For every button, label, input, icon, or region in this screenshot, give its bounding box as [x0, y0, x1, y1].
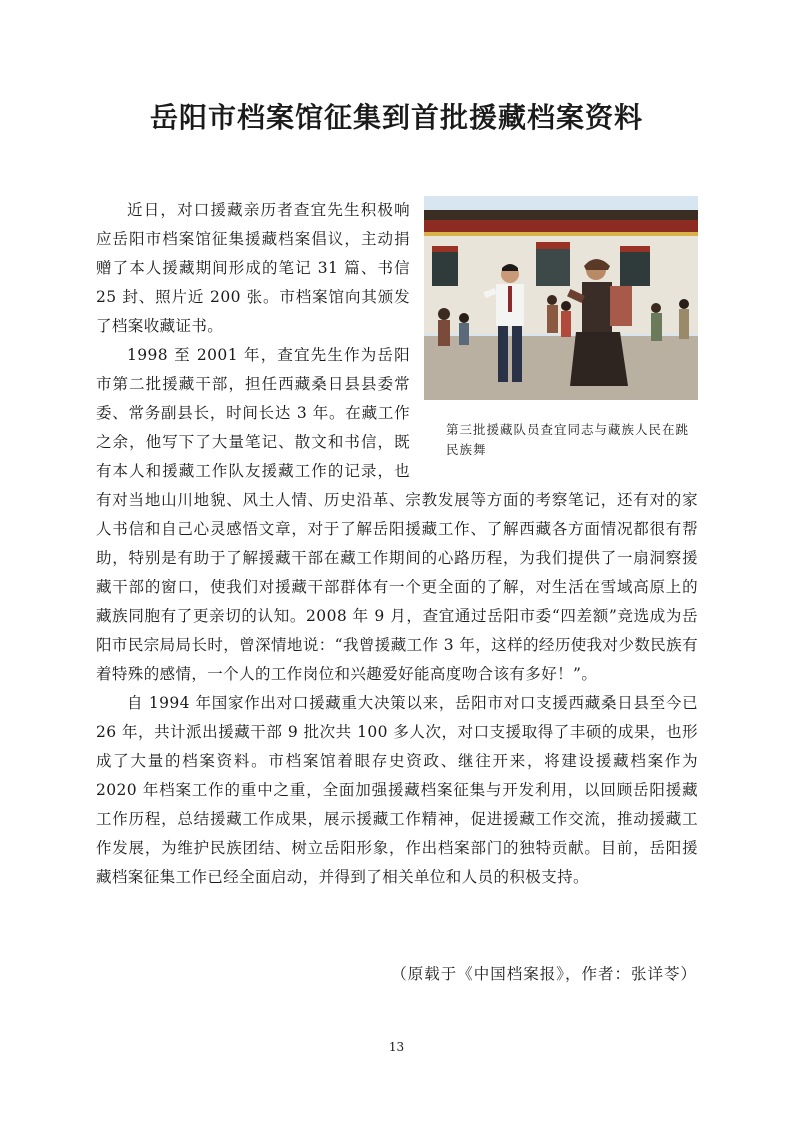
article-body: [96, 196, 698, 892]
page-number: 13: [388, 1040, 405, 1054]
photo-caption: 第三批援藏队员查宜同志与藏族人民在跳民族舞: [446, 422, 690, 457]
photo-figure: [424, 196, 698, 460]
page-title: 岳阳市档案馆征集到首批援藏档案资料: [149, 101, 643, 134]
paragraph: 1998 至 2001 年，查宜先生作为岳阳市第二批援藏干部，担任西藏桑日县县委常委、常务副县长，时间长达 3 年。在藏工作之余，他写下了大量笔记、散文和书信，既有本人和援藏工作队友援藏工作的记录，也有对当地山川地貌、风土人情、历史沿革、宗教发展等方面的考察笔记，还有对的家人书信和自己心灵感悟文章，对于了解岳阳援藏工作、了解西藏各方面情况都很有帮助，特别是有助于了解援藏干部在藏工作期间的心路历程，为我们提供了一扇洞察援藏干部的窗口，使我们对援藏干部群体有一个更全面的了解，对生活在雪域高原上的藏族同胞有了更亲切的认知。2008 年 9 月，查宜通过岳阳市委“四差额”竞选成为岳阳市民宗局局长时，曾深情地说：“我曾援藏工作 3 年，这样的经历使我对少数民族有着特殊的感情，一个人的工作岗位和兴趣爱好能高度吻合该有多好！”。: [96, 346, 698, 683]
paragraph: 近日，对口援藏亲历者查宜先生积极响应岳阳市档案馆征集援藏档案倡议，主动捐赠了本人援藏期间形成的笔记 31 篇、书信 25 封、照片近 200 张。市档案馆向其颁发了档案收藏证书。: [96, 201, 410, 335]
dance-photo: [424, 196, 698, 400]
paragraph: 自 1994 年国家作出对口援藏重大决策以来，岳阳市对口支援西藏桑日县至今已 26 年，共计派出援藏干部 9 批次共 100 多人次，对口支援取得了丰硕的成果，也形成了大量的档案资料。市档案馆着眼存史资政、继往开来，将建设援藏档案作为 2020 年档案工作的重中之重，全面加强援藏档案征集与开发利用，以回顾岳阳援藏工作历程，总结援藏工作成果，展示援藏工作精神，促进援藏工作交流，推动援藏工作发展，为维护民族团结、树立岳阳形象，作出档案部门的独特贡献。目前，岳阳援藏档案征集工作已经全面启动，并得到了相关单位和人员的积极支持。: [96, 694, 698, 886]
source-credit: （原载于《中国档案报》，作者：张详苓）: [391, 965, 697, 983]
